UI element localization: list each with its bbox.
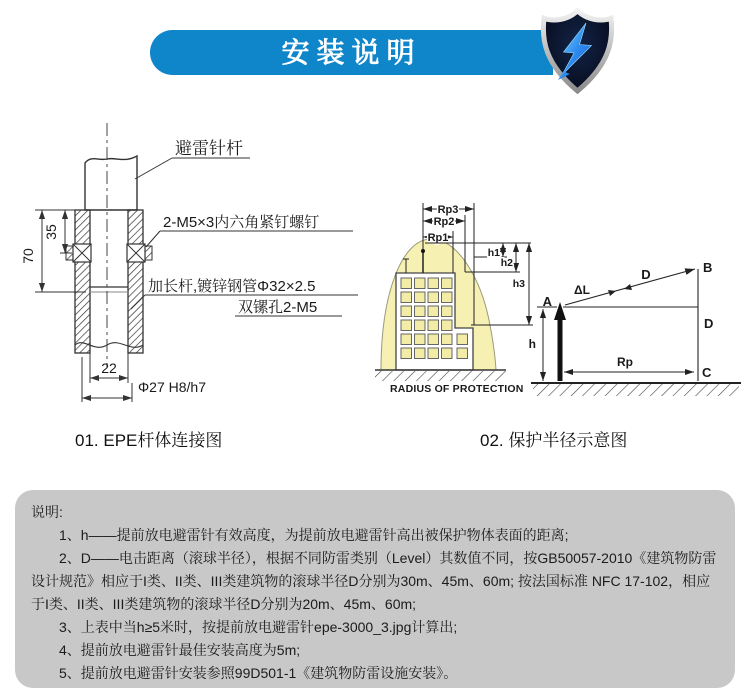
extension-tube — [75, 210, 143, 353]
note-item: 1、h——提前放电避雷针有效高度，为提前放电避雷针高出被保护物体表面的距离; — [59, 527, 569, 543]
caption-left-diagram: 01. EPE杆体连接图 — [75, 431, 223, 450]
svg-text:D: D — [704, 316, 714, 331]
svg-text:h1: h1 — [487, 247, 500, 259]
svg-text:2-M5×3内六角紧钉螺钉: 2-M5×3内六角紧钉螺钉 — [163, 214, 320, 231]
label-screw — [146, 213, 353, 247]
svg-text:C: C — [702, 365, 712, 380]
note-item: 2、D——电击距离（滚球半径），根据不同防雷类别（Level）其数值不同，按GB50057-2010《建筑物防雷设计规范》相应于I类、II类、III类建筑物的滚球半径D分别为30m、45m、60m; 按法国标准 NFC 17-102，相应于I类、II类、III类建筑物的滚球半径D分别为20m、45m、60m; — [31, 550, 717, 612]
label-rod — [135, 139, 250, 179]
svg-text:h: h — [528, 337, 536, 351]
set-screws — [66, 244, 152, 262]
note-item: 3、上表中当h≥5米时，按提前放电避雷针epe-3000_3.jpg计算出; — [59, 619, 458, 635]
protection-radius-diagram — [373, 175, 745, 409]
notes-title: 说明: — [31, 504, 63, 520]
svg-text:D: D — [641, 267, 651, 282]
label-extension-tube — [131, 278, 358, 316]
svg-text:B: B — [703, 260, 713, 275]
svg-text:h3: h3 — [512, 278, 525, 290]
svg-text:35: 35 — [43, 224, 59, 240]
svg-text:加长杆,镀锌钢管Φ32×2.5: 加长杆,镀锌钢管Φ32×2.5 — [148, 278, 316, 295]
lightning-shield-icon — [536, 8, 619, 94]
svg-text:ΔL: ΔL — [574, 283, 590, 297]
svg-text:A: A — [542, 294, 552, 309]
svg-text:22: 22 — [101, 360, 117, 376]
lightning-rod-shaft — [85, 156, 137, 210]
note-item: 5、提前放电避雷针安装参照99D501-1《建筑物防雷设施安装》。 — [59, 665, 458, 681]
rp-schematic — [529, 260, 741, 396]
header-banner — [150, 30, 553, 75]
dimension-22 — [90, 349, 128, 383]
caption-right-diagram: 02. 保护半径示意图 — [480, 431, 628, 450]
ground-hatch-left — [375, 371, 506, 381]
svg-text:Φ27 H8/h7: Φ27 H8/h7 — [138, 379, 206, 395]
note-item: 4、提前放电避雷针最佳安装高度为5m; — [59, 642, 301, 658]
page-title: 安装说明 — [281, 37, 422, 68]
radius-of-protection-label: RADIUS OF PROTECTION — [390, 383, 524, 395]
svg-text:避雷针杆: 避雷针杆 — [175, 139, 243, 158]
svg-text:Rp: Rp — [617, 355, 633, 369]
svg-text:Rp2: Rp2 — [433, 216, 455, 228]
svg-text:70: 70 — [20, 248, 36, 264]
notes-panel — [15, 490, 735, 688]
rod-connection-diagram — [20, 115, 360, 415]
svg-text:Rp3: Rp3 — [437, 204, 459, 216]
svg-text:Rp1: Rp1 — [427, 232, 449, 244]
svg-text:h2: h2 — [500, 257, 513, 269]
svg-text:双镙孔2-M5: 双镙孔2-M5 — [238, 299, 318, 316]
